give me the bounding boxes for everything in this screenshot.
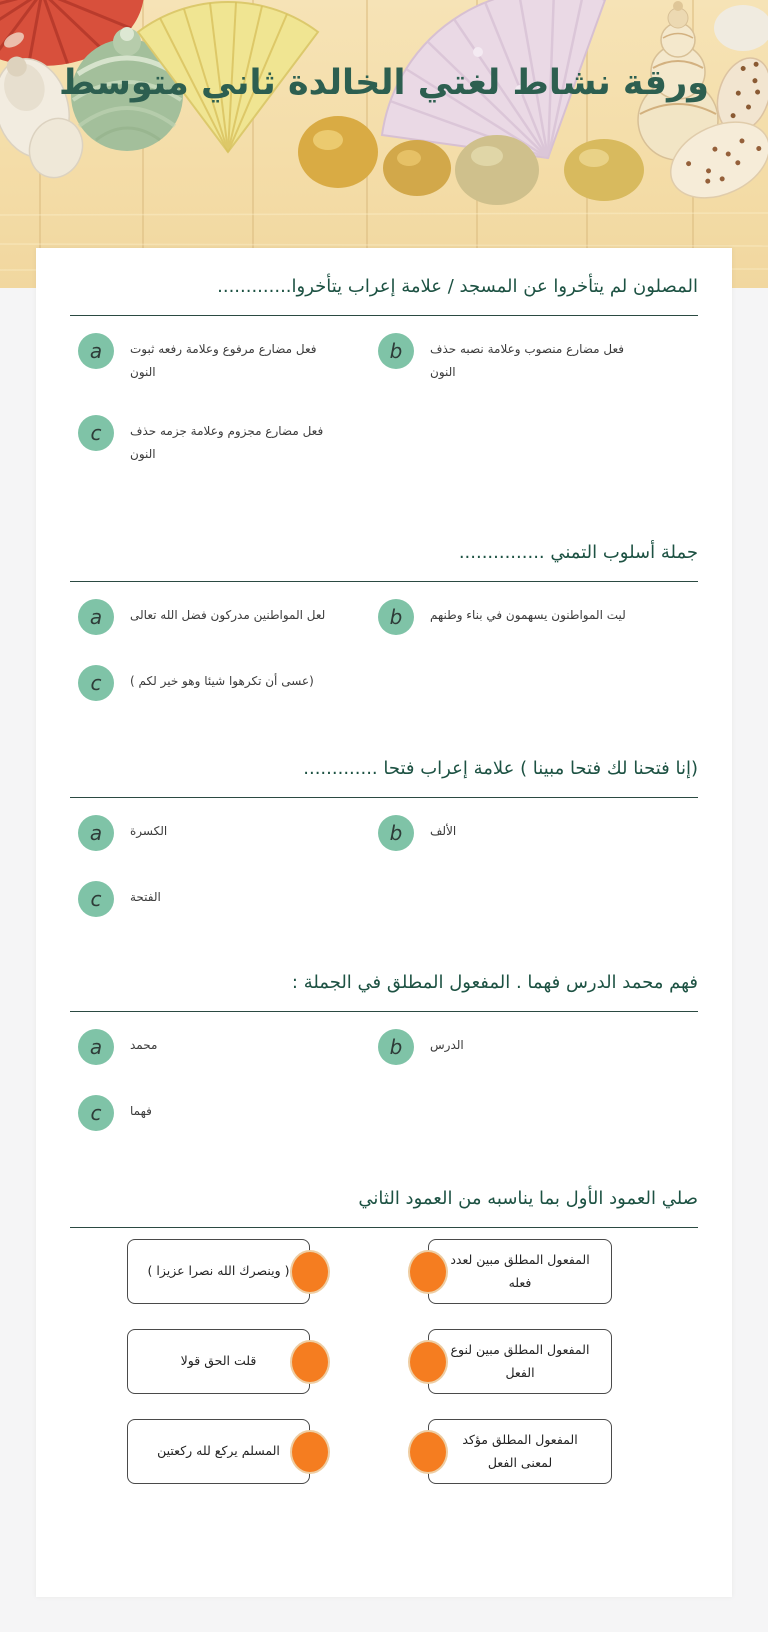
q4-option-c[interactable] xyxy=(78,1095,378,1131)
match-right-label-3: المفعول المطلق مؤكد لمعنى الفعل xyxy=(462,1432,578,1470)
question-4-title: فهم محمد الدرس فهما . المفعول المطلق في الجملة : xyxy=(291,972,698,993)
worksheet-title: ورقة نشاط لغتي الخالدة ثاني متوسط xyxy=(59,63,709,103)
q3-option-c[interactable] xyxy=(78,881,378,917)
match-left-label-2: قلت الحق قولا xyxy=(180,1353,257,1369)
question-4 xyxy=(70,970,698,1131)
option-a-badge[interactable]: a xyxy=(78,333,114,369)
match-connector-dot[interactable] xyxy=(290,1430,330,1474)
option-a-label: محمد xyxy=(130,1038,158,1053)
match-row-3 xyxy=(70,1419,698,1484)
question-4-options xyxy=(78,1029,698,1131)
option-b-label: فعل مضارع منصوب وعلامة نصبه حذف النون xyxy=(430,342,625,380)
option-b-badge[interactable]: b xyxy=(378,599,414,635)
worksheet-card xyxy=(36,248,732,1597)
option-c-label: فهما xyxy=(130,1104,152,1119)
option-a-label: فعل مضارع مرفوع وعلامة رفعه ثبوت النون xyxy=(130,342,317,380)
option-a-badge[interactable]: a xyxy=(78,599,114,635)
option-b-badge[interactable]: b xyxy=(378,1029,414,1065)
option-a-label: لعل المواطنين مدركون فضل الله تعالى xyxy=(130,608,326,623)
q2-option-b[interactable] xyxy=(378,599,698,635)
question-1-divider xyxy=(70,315,698,316)
option-c-label: ( عسى أن تكرهوا شيئا وهو خير لكم) xyxy=(130,674,314,689)
question-5-matching xyxy=(70,1186,698,1509)
option-c-label: الفتحة xyxy=(130,890,161,905)
match-left-item-1 xyxy=(127,1239,310,1304)
question-3-options xyxy=(78,815,698,917)
q1-option-c[interactable] xyxy=(78,415,378,467)
question-1 xyxy=(70,274,698,467)
q1-option-b[interactable] xyxy=(378,333,698,385)
match-left-label-1: ( وينصرك الله نصرا عزيزا ) xyxy=(147,1263,290,1279)
question-2-divider xyxy=(70,581,698,582)
match-right-item-1 xyxy=(428,1239,612,1304)
question-5-title: صلي العمود الأول بما يناسبه من العمود الثاني xyxy=(358,1188,698,1209)
option-a-badge[interactable]: a xyxy=(78,1029,114,1065)
question-2 xyxy=(70,540,698,701)
seashells-wood-banner xyxy=(0,0,768,288)
question-3-title: (إنا فتحنا لك فتحا مبينا ) علامة إعراب فتحا ............. xyxy=(303,758,698,779)
option-a-label: الكسرة xyxy=(130,824,168,839)
q2-option-a[interactable] xyxy=(78,599,378,635)
option-c-badge[interactable]: c xyxy=(78,415,114,451)
match-connector-dot[interactable] xyxy=(290,1250,330,1294)
match-right-item-2 xyxy=(428,1329,612,1394)
q1-option-a[interactable] xyxy=(78,333,378,385)
q4-option-a[interactable] xyxy=(78,1029,378,1065)
question-1-title: المصلون لم يتأخروا عن المسجد / علامة إعراب يتأخروا............. xyxy=(217,276,698,297)
match-connector-dot[interactable] xyxy=(408,1340,448,1384)
match-row-2 xyxy=(70,1329,698,1394)
option-b-label: الألف xyxy=(430,824,457,839)
q2-option-c[interactable] xyxy=(78,665,378,701)
matching-area xyxy=(70,1239,698,1484)
match-connector-dot[interactable] xyxy=(408,1430,448,1474)
option-c-badge[interactable]: c xyxy=(78,1095,114,1131)
worksheet-header xyxy=(0,0,768,288)
q3-option-b[interactable] xyxy=(378,815,698,851)
question-3 xyxy=(70,756,698,917)
match-left-item-2 xyxy=(127,1329,310,1394)
question-5-divider xyxy=(70,1227,698,1228)
q3-option-a[interactable] xyxy=(78,815,378,851)
q4-option-b[interactable] xyxy=(378,1029,698,1065)
match-connector-dot[interactable] xyxy=(408,1250,448,1294)
match-right-label-1: المفعول المطلق مبين لعدد فعله xyxy=(450,1252,590,1290)
option-c-label: فعل مضارع مجزوم وعلامة جزمه حذف النون xyxy=(130,423,324,462)
match-left-label-3: المسلم يركع لله ركعتين xyxy=(157,1443,280,1459)
question-3-divider xyxy=(70,797,698,798)
match-right-label-2: المفعول المطلق مبين لنوع الفعل xyxy=(450,1342,590,1380)
question-2-title: جملة أسلوب التمني ............... xyxy=(458,542,698,563)
question-2-options xyxy=(78,599,698,701)
option-b-badge[interactable]: b xyxy=(378,815,414,851)
option-b-label: الدرس xyxy=(430,1038,464,1053)
option-c-badge[interactable]: c xyxy=(78,881,114,917)
match-row-1 xyxy=(70,1239,698,1304)
match-connector-dot[interactable] xyxy=(290,1340,330,1384)
option-b-label: ليت المواطنون يسهمون في بناء وطنهم xyxy=(430,608,626,623)
option-a-badge[interactable]: a xyxy=(78,815,114,851)
option-b-badge[interactable]: b xyxy=(378,333,414,369)
question-4-divider xyxy=(70,1011,698,1012)
option-c-badge[interactable]: c xyxy=(78,665,114,701)
match-right-item-3 xyxy=(428,1419,612,1484)
match-left-item-3 xyxy=(127,1419,310,1484)
question-1-options xyxy=(78,333,698,467)
